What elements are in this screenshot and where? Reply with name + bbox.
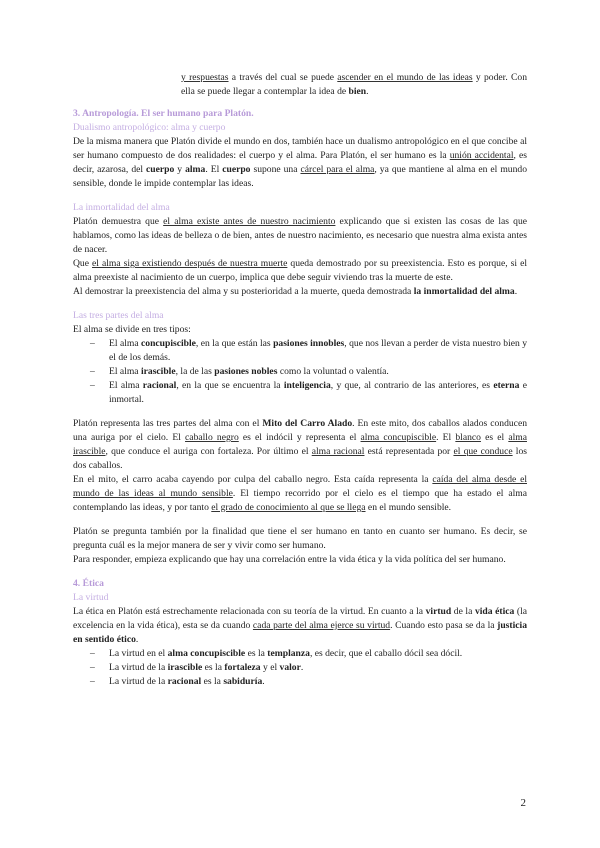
text-run: (la excelencia en la vida ética), esta se da cuando (73, 606, 527, 631)
bold-text: pasiones innobles (273, 338, 345, 349)
text-run: los dos caballos. (73, 446, 527, 471)
text-run: La virtud de la (109, 662, 168, 673)
text-run: Al demostrar la preexistencia del alma y su posterioridad a la muerte, queda demostrada (73, 286, 414, 297)
underlined-text: unión accidental (449, 150, 514, 161)
text-run: y poder. Con ella se puede llegar a contemplar la idea de (181, 72, 528, 97)
bold-text: valor (279, 662, 301, 673)
text-run: como la voluntad o valentía. (277, 366, 389, 377)
text-run: e inmortal. (109, 380, 527, 405)
text-run: y el (260, 662, 280, 673)
bold-text: sabiduría (223, 676, 263, 687)
text-run: , y que, al contrario de las anteriores, es (330, 380, 494, 391)
bold-text: templanza (267, 648, 310, 659)
text-run: . El (436, 432, 456, 443)
bold-text: eterna (493, 380, 520, 391)
subheading-inmortalidad: La inmortalidad del alma (73, 202, 170, 213)
text-run: de la (451, 606, 475, 617)
underlined-text: y respuestas (181, 72, 229, 83)
text-run: La virtud de la (109, 676, 168, 687)
list-item (73, 661, 527, 675)
bold-text: irascible (167, 662, 203, 673)
text-run: está representada por (364, 446, 454, 457)
text-run: . En este mito, dos caballos alados conducen una auriga por el cielo. El (73, 418, 527, 443)
text-run: , que nos llevan a perder de vista nuestro bien y el de los demás. (109, 338, 528, 363)
underlined-text: alma irascible (73, 432, 527, 457)
underlined-text: el grado de conocimiento al que se llega (211, 502, 366, 513)
text-run: El alma (109, 380, 143, 391)
text-run: , es decir, que el caballo dócil sea dócil. (309, 648, 463, 659)
text-run: La virtud en el (109, 648, 168, 659)
bold-text: fortaleza (224, 662, 261, 673)
bold-text: concupiscible (141, 338, 196, 349)
bold-text: racional (167, 676, 202, 687)
text-run: , ya que mantiene al alma en el mundo sensible, donde le impide contemplar las ideas. (73, 164, 527, 189)
list-item (73, 647, 527, 661)
text-run: queda demostrado por su preexistencia. Esto es porque, si el alma preexiste al nacimiento de un cuerpo, implica que debe seguir viviendo tras la muerte de este. (73, 258, 527, 283)
paragraph-tipos-intro: El alma se divide en tres tipos: (73, 324, 191, 335)
list-virtudes (73, 647, 527, 689)
text-run: De la misma manera que Platón divide el mundo en dos, también hace un dualismo antropológico en el que concibe al ser humano compuesto de dos realidades: el cuerpo y el alma. Para Platón, el ser humano es la (73, 136, 527, 161)
text-run: . (514, 286, 518, 297)
bold-text: Mito del Carro Alado (262, 418, 353, 429)
text-run: El alma (109, 338, 142, 349)
bold-text: cuerpo (222, 164, 251, 175)
text-run: . (262, 676, 265, 687)
bold-text: la inmortalidad del alma (413, 286, 515, 297)
text-run: La ética en Platón está estrechamente relacionada con su teoría de la virtud. En cuanto a la (73, 606, 426, 617)
text-run: , es decir, azarosa, del (73, 150, 528, 175)
underlined-text: cada parte del alma ejerce su virtud (252, 620, 391, 631)
text-run: a través del cual se puede (228, 72, 338, 83)
text-run: en el mundo sensible. (365, 502, 452, 513)
text-run: explicando que si existen las cosas de las que hablamos, como las ideas de belleza o de bien, antes de nuestro nacimiento, es necesario que nuestra alma exista antes de nacer. (73, 216, 527, 255)
bold-text: irascible (140, 366, 176, 377)
text-run: , que conduce el auriga con fortaleza. Por último el (105, 446, 312, 457)
subheading-tres-partes: Las tres partes del alma (73, 310, 164, 321)
bold-text: vida ética (474, 606, 515, 617)
subheading-dualismo: Dualismo antropológico: alma y cuerpo (73, 122, 226, 133)
text-run: y (174, 164, 186, 175)
underlined-text: el que conduce (453, 446, 513, 457)
paragraph-mito-carro (73, 417, 527, 473)
paragraph-correlacion: Para responder, empieza explicando que hay una correlación entre la vida ética y la vida política del ser humano. (73, 554, 506, 565)
underlined-text: cárcel para el alma (300, 164, 375, 175)
section-4-heading: 4. Ética (73, 578, 104, 589)
text-run: es la (201, 676, 224, 687)
text-run: Que (73, 258, 93, 269)
text-run: supone una (250, 164, 301, 175)
text-run: . (366, 86, 369, 97)
text-run: . (135, 634, 139, 645)
text-run: es el indócil y representa el (238, 432, 361, 443)
text-run: es la (245, 648, 268, 659)
bold-text: justicia en sentido ético (73, 620, 528, 645)
bold-text: pasiones nobles (214, 366, 278, 377)
text-run: . El (205, 164, 223, 175)
continuation-paragraph (73, 71, 527, 99)
underlined-text: alma concupiscible (360, 432, 437, 443)
text-run: . Cuando esto pasa se da la (390, 620, 498, 631)
paragraph-etica (73, 605, 527, 647)
bold-text: racional (142, 380, 177, 391)
text-run: En el mito, el carro acaba cayendo por culpa del caballo negro. Esta caída representa la (73, 474, 433, 485)
underlined-text: caballo negro (185, 432, 239, 443)
list-item (73, 379, 527, 407)
bold-text: cuerpo (146, 164, 175, 175)
text-run: es la (202, 662, 225, 673)
text-run: El alma (109, 366, 141, 377)
underlined-text: el alma siga existiendo después de nuestra muerte (92, 258, 288, 269)
text-run: , en la que están las (195, 338, 274, 349)
paragraph-finalidad: Platón se pregunta también por la finalidad que tiene el ser humano en tanto en cuanto ser humano. Es decir, se pregunta cuál es la mejor manera de ser y vivir como ser humano. (73, 526, 527, 551)
paragraph-inmortalidad (73, 285, 527, 299)
document-body (73, 71, 527, 689)
bold-text: alma (185, 164, 206, 175)
list-item (73, 675, 527, 689)
text-run: , la de las (175, 366, 215, 377)
page-number: 2 (520, 797, 526, 809)
bold-text: alma concupiscible (167, 648, 246, 659)
list-item (73, 365, 527, 379)
underlined-text: ascender en el mundo de las ideas (337, 72, 473, 83)
section-3-heading: 3. Antropología. El ser humano para Platón. (73, 108, 254, 119)
paragraph-dualismo (73, 135, 527, 191)
subheading-virtud: La virtud (73, 592, 109, 603)
list-item (73, 337, 527, 365)
text-run: . (300, 662, 304, 673)
bold-text: virtud (425, 606, 452, 617)
text-run: , en la que se encuentra la (176, 380, 284, 391)
text-run: es el (480, 432, 509, 443)
bold-text: inteligencia (283, 380, 331, 391)
text-run: Platón demuestra que (73, 216, 164, 227)
paragraph-posterioridad (73, 257, 527, 285)
paragraph-caida (73, 473, 527, 515)
underlined-text: caída del alma desde el mundo de las ideas al mundo sensible (73, 474, 527, 499)
paragraph-preexistencia (73, 215, 527, 257)
underlined-text: blanco (455, 432, 481, 443)
bold-text: bien (348, 86, 367, 97)
text-run: . El tiempo recorrido por el cielo es el tiempo que ha estado el alma contemplando las ideas, y por tanto (73, 488, 527, 513)
list-partes-alma (73, 337, 527, 407)
text-run: Platón representa las tres partes del alma con el (73, 418, 263, 429)
underlined-text: alma racional (311, 446, 365, 457)
underlined-text: el alma existe antes de nuestro nacimiento (163, 216, 336, 227)
